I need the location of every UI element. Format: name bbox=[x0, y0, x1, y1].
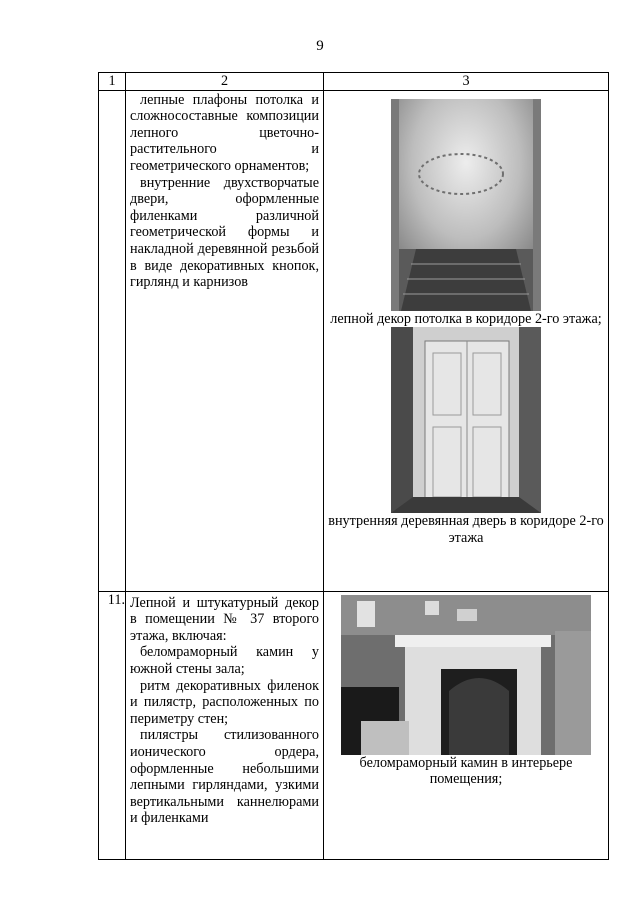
description-paragraph: пилястры стилизованного ионического ордера, оформленные небольшими лепными гирляндами, узкими вертикальными каннелюрами и филенками bbox=[130, 727, 319, 827]
row-description bbox=[126, 591, 324, 859]
description-paragraph: лепные плафоны потолка и сложносоставные композиции лепного цветочно-растительного и геометрического орнаментов; bbox=[130, 91, 319, 174]
header-col2: 2 bbox=[126, 73, 324, 91]
image-caption: внутренняя деревянная дверь в коридоре 2-го этажа bbox=[328, 513, 604, 546]
door-photo-icon bbox=[391, 327, 541, 513]
description-paragraph: Лепной и штукатурный декор в помещении № 37 второго этажа, включая: bbox=[130, 594, 319, 644]
header-col1: 1 bbox=[99, 73, 126, 91]
monument-table bbox=[98, 72, 609, 860]
image-caption: лепной декор потолка в коридоре 2-го этажа; bbox=[330, 310, 602, 327]
description-paragraph: ритм декоративных филенок и пилястр, расположенных по периметру стен; bbox=[130, 677, 319, 727]
header-row bbox=[99, 73, 609, 91]
table-row bbox=[99, 591, 609, 859]
description-paragraph: внутренние двухстворчатые двери, оформленные филенками различной геометрической формы и накладной деревянной резьбой в виде декоративных кнопок, гирлянд и карнизов bbox=[130, 174, 319, 291]
fireplace-photo-icon bbox=[341, 595, 591, 755]
header-col3: 3 bbox=[324, 73, 609, 91]
row-number: 11. bbox=[99, 591, 126, 859]
ceiling-photo-icon bbox=[391, 99, 541, 311]
row-description bbox=[126, 90, 324, 591]
row-number bbox=[99, 90, 126, 591]
description-paragraph: беломраморный камин у южной стены зала; bbox=[130, 644, 319, 677]
page-number: 9 bbox=[316, 38, 324, 54]
table-row bbox=[99, 90, 609, 591]
row-images bbox=[324, 591, 609, 859]
row-images bbox=[324, 90, 609, 591]
image-caption: беломраморный камин в интерьере помещения; bbox=[359, 754, 573, 788]
